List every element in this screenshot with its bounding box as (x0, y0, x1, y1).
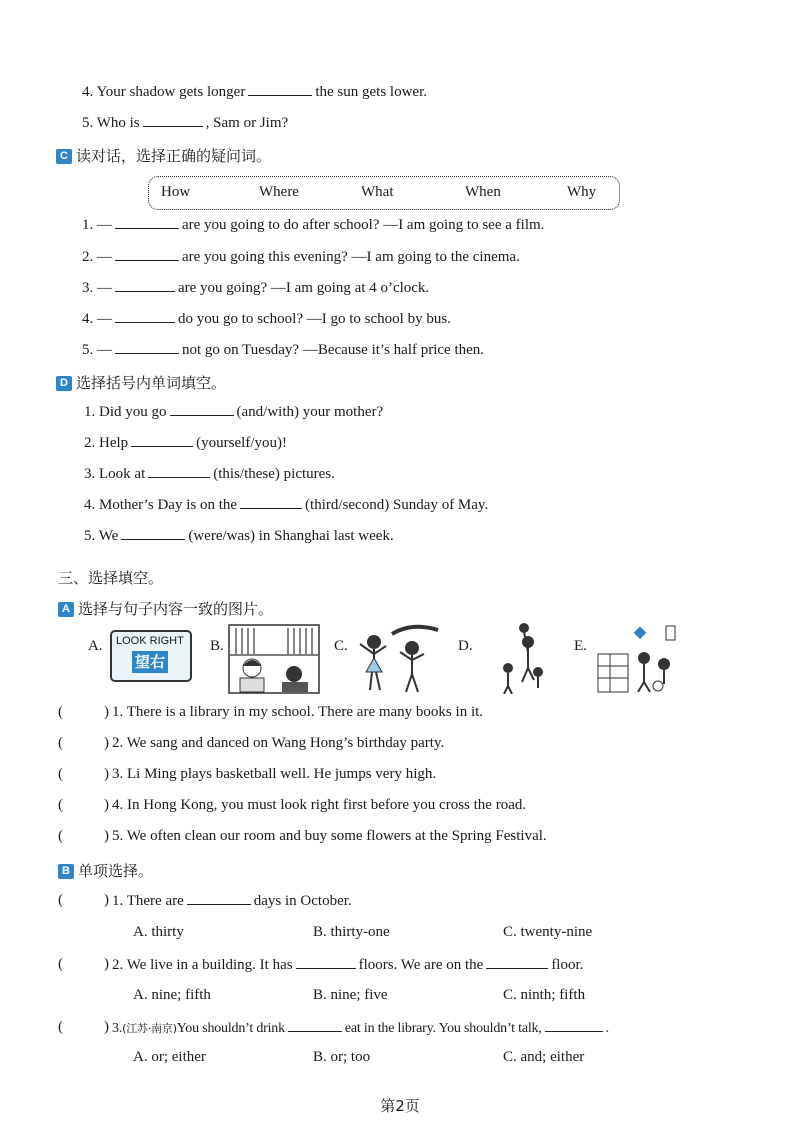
option-a[interactable]: A. nine; fifth (133, 987, 211, 1003)
answer-paren-close[interactable]: ) (104, 735, 109, 751)
question-b2: 2. We live in a building. It has floors. We are on the floor. (112, 957, 584, 973)
question-d1: 1. Did you go (and/with) your mother? (84, 404, 384, 420)
question-a1: 1. There is a library in my school. There are many books in it. (112, 704, 484, 720)
question-b3: 3.(江苏·南京)You shouldn’t drink eat in the library. You shouldn’t talk, . (112, 1021, 609, 1036)
spring-festival-picture (596, 624, 678, 694)
part-three-title: 三、选择填空。 (58, 569, 164, 587)
answer-blank[interactable] (115, 341, 179, 354)
picture-label-a: A. (88, 638, 103, 654)
section-badge: A (58, 602, 74, 617)
sign-text-cn: 望右 (132, 651, 168, 673)
answer-paren-close[interactable]: ) (104, 1019, 109, 1035)
option-a[interactable]: A. or; either (133, 1049, 206, 1065)
question-c5: 5. — not go on Tuesday? —Because it’s half price then. (82, 342, 485, 358)
word-bank-item: What (361, 184, 394, 200)
question-d4: 4. Mother’s Day is on the (third/second) Sunday of May. (84, 497, 489, 513)
picture-label-d: D. (458, 638, 473, 654)
question-a2: 2. We sang and danced on Wang Hong’s birthday party. (112, 735, 445, 751)
question-c4: 4. — do you go to school? —I go to school by bus. (82, 311, 451, 327)
option-c[interactable]: C. twenty-nine (503, 924, 593, 940)
word-bank-item: Why (567, 184, 597, 200)
answer-blank[interactable] (248, 83, 312, 96)
dancing-children-picture (352, 622, 442, 694)
basketball-picture (494, 622, 550, 694)
section-d-heading: D 选择括号内单词填空。 (56, 372, 226, 393)
sign-text: LOOK RIGHT (116, 635, 184, 647)
page-number: 第2页 (380, 1097, 420, 1115)
answer-paren-open[interactable]: ( (58, 797, 63, 813)
question-a5: 5. We often clean our room and buy some flowers at the Spring Festival. (112, 828, 547, 844)
answer-paren-close[interactable]: ) (104, 892, 109, 908)
question-c1: 1. — are you going to do after school? —I am going to see a film. (82, 217, 545, 233)
section-badge: D (56, 376, 72, 391)
answer-blank[interactable] (296, 956, 356, 969)
answer-paren-open[interactable]: ( (58, 735, 63, 751)
answer-blank[interactable] (115, 310, 175, 323)
option-b[interactable]: B. thirty-one (313, 924, 390, 940)
section-badge: C (56, 149, 72, 164)
answer-blank[interactable] (115, 248, 179, 261)
option-b[interactable]: B. or; too (313, 1049, 371, 1065)
answer-blank[interactable] (187, 892, 251, 905)
answer-paren-open[interactable]: ( (58, 766, 63, 782)
question-d3: 3. Look at (this/these) pictures. (84, 466, 335, 482)
picture-label-e: E. (574, 638, 587, 654)
word-bank-item: Where (259, 184, 299, 200)
word-bank-item: How (161, 184, 191, 200)
answer-blank[interactable] (131, 434, 193, 447)
section-b-heading: B 单项选择。 (58, 860, 153, 881)
section-c-heading: C 读对话，选择正确的疑问词。 (56, 145, 271, 166)
question-b4: 4. Your shadow gets longer the sun gets lower. (82, 84, 427, 100)
picture-label-c: C. (334, 638, 348, 654)
answer-blank[interactable] (115, 216, 179, 229)
answer-blank[interactable] (143, 114, 203, 127)
answer-paren-open[interactable]: ( (58, 956, 63, 972)
answer-paren-open[interactable]: ( (58, 1019, 63, 1035)
source-tag: (江苏·南京) (122, 1022, 177, 1035)
option-c[interactable]: C. ninth; fifth (503, 987, 586, 1003)
question-a4: 4. In Hong Kong, you must look right first before you cross the road. (112, 797, 527, 813)
section-a-heading: A 选择与句子内容一致的图片。 (58, 598, 273, 619)
answer-paren-open[interactable]: ( (58, 892, 63, 908)
question-b1: 1. There are days in October. (112, 893, 352, 909)
word-bank-item: When (465, 184, 501, 200)
library-picture (228, 624, 320, 694)
question-c3: 3. — are you going? —I am going at 4 o’clock. (82, 280, 430, 296)
section-badge: B (58, 864, 74, 879)
question-d5: 5. We (were/was) in Shanghai last week. (84, 528, 394, 544)
question-d2: 2. Help (yourself/you)! (84, 435, 287, 451)
answer-blank[interactable] (545, 1019, 603, 1032)
answer-blank[interactable] (170, 403, 234, 416)
answer-paren-close[interactable]: ) (104, 797, 109, 813)
option-a[interactable]: A. thirty (133, 924, 184, 940)
question-a3: 3. Li Ming plays basketball well. He jumps very high. (112, 766, 437, 782)
answer-paren-open[interactable]: ( (58, 828, 63, 844)
question-c2: 2. — are you going this evening? —I am going to the cinema. (82, 249, 520, 265)
question-b5: 5. Who is , Sam or Jim? (82, 115, 289, 131)
look-right-sign-picture (110, 630, 192, 682)
answer-blank[interactable] (240, 496, 302, 509)
answer-paren-close[interactable]: ) (104, 704, 109, 720)
picture-label-b: B. (210, 638, 224, 654)
answer-blank[interactable] (121, 527, 185, 540)
answer-paren-close[interactable]: ) (104, 766, 109, 782)
answer-blank[interactable] (148, 465, 210, 478)
word-bank (148, 176, 620, 210)
answer-paren-close[interactable]: ) (104, 828, 109, 844)
option-b[interactable]: B. nine; five (313, 987, 388, 1003)
answer-paren-open[interactable]: ( (58, 704, 63, 720)
answer-blank[interactable] (486, 956, 548, 969)
answer-paren-close[interactable]: ) (104, 956, 109, 972)
option-c[interactable]: C. and; either (503, 1049, 585, 1065)
answer-blank[interactable] (288, 1019, 342, 1032)
answer-blank[interactable] (115, 279, 175, 292)
